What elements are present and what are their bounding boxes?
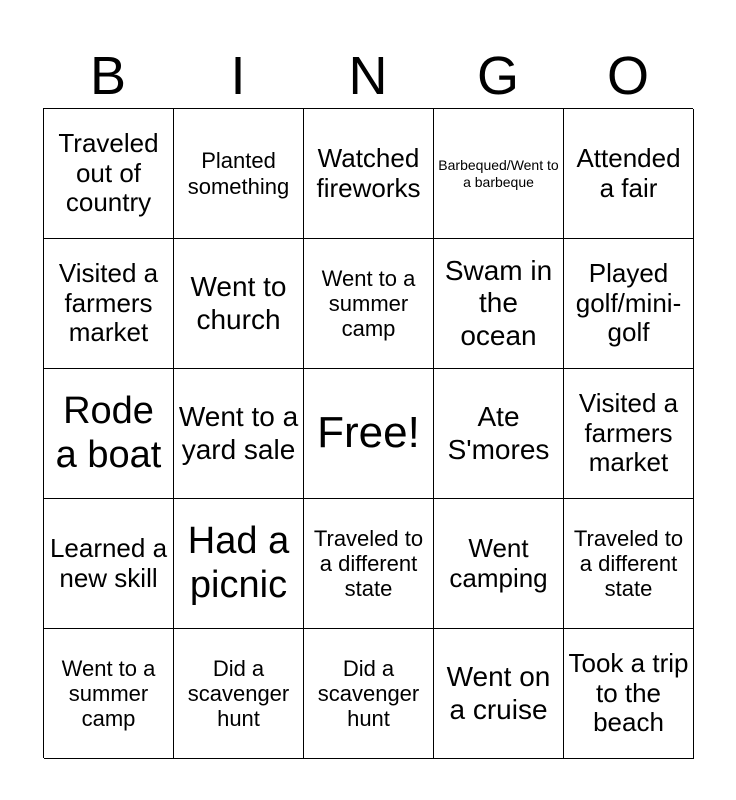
cell-label: Planted something xyxy=(187,148,290,199)
bingo-cell[interactable] xyxy=(304,629,434,759)
bingo-cell[interactable] xyxy=(564,499,694,629)
bingo-cell[interactable] xyxy=(434,629,564,759)
bingo-cell[interactable] xyxy=(44,239,174,369)
cell-label: Traveled to a different state xyxy=(313,525,424,602)
cell-label: Watched fireworks xyxy=(316,142,421,203)
header-letter-b: B xyxy=(89,46,127,106)
cell-label: Had a picnic xyxy=(187,519,290,606)
bingo-cell[interactable] xyxy=(174,369,304,499)
header-letter-o: O xyxy=(606,46,649,106)
header-letter-g: G xyxy=(476,46,519,106)
cell-label: Did a scavenger hunt xyxy=(187,655,290,732)
cell-label: Went to a summer camp xyxy=(321,265,416,342)
bingo-cell[interactable] xyxy=(434,499,564,629)
cell-label: Went on a cruise xyxy=(446,661,551,725)
bingo-cell[interactable] xyxy=(174,109,304,239)
bingo-cell[interactable] xyxy=(304,499,434,629)
cell-label: Swam in the ocean xyxy=(444,255,553,351)
cell-label: Played golf/mini-golf xyxy=(575,257,682,348)
bingo-cell[interactable] xyxy=(434,369,564,499)
cell-label: Went to a summer camp xyxy=(61,655,156,732)
cell-label: Went to church xyxy=(190,271,287,335)
cell-label: Went to a yard sale xyxy=(178,401,299,465)
cell-label: Attended a fair xyxy=(576,142,681,203)
cell-label: Visited a farmers market xyxy=(58,257,159,348)
bingo-grid xyxy=(43,108,693,758)
bingo-cell[interactable] xyxy=(44,499,174,629)
bingo-cell[interactable] xyxy=(304,109,434,239)
bingo-cell[interactable] xyxy=(564,629,694,759)
cell-label: Did a scavenger hunt xyxy=(317,655,420,732)
bingo-cell[interactable] xyxy=(44,369,174,499)
cell-label: Ate S'mores xyxy=(447,401,550,465)
bingo-cell[interactable] xyxy=(564,109,694,239)
cell-label: Rode a boat xyxy=(55,389,162,476)
cell-label: Traveled out of country xyxy=(58,127,159,218)
cell-label: Free! xyxy=(317,408,420,458)
bingo-cell[interactable] xyxy=(434,109,564,239)
bingo-cell[interactable] xyxy=(174,499,304,629)
cell-label: Took a trip to the beach xyxy=(568,647,689,738)
bingo-cell[interactable] xyxy=(44,629,174,759)
bingo-cell[interactable] xyxy=(564,369,694,499)
header-letter-n: N xyxy=(348,46,388,106)
bingo-cell[interactable] xyxy=(434,239,564,369)
cell-label: Barbequed/Went to a barbeque xyxy=(438,157,559,190)
bingo-header xyxy=(43,44,693,108)
cell-label: Learned a new skill xyxy=(49,532,168,593)
bingo-cell[interactable] xyxy=(174,239,304,369)
bingo-cell[interactable] xyxy=(304,239,434,369)
bingo-cell[interactable] xyxy=(44,109,174,239)
header-letter-i: I xyxy=(230,46,246,106)
cell-label: Visited a farmers market xyxy=(578,387,679,478)
cell-label: Traveled to a different state xyxy=(573,525,684,602)
free-space[interactable] xyxy=(304,369,434,499)
cell-label: Went camping xyxy=(449,532,548,593)
bingo-cell[interactable] xyxy=(174,629,304,759)
bingo-cell[interactable] xyxy=(564,239,694,369)
